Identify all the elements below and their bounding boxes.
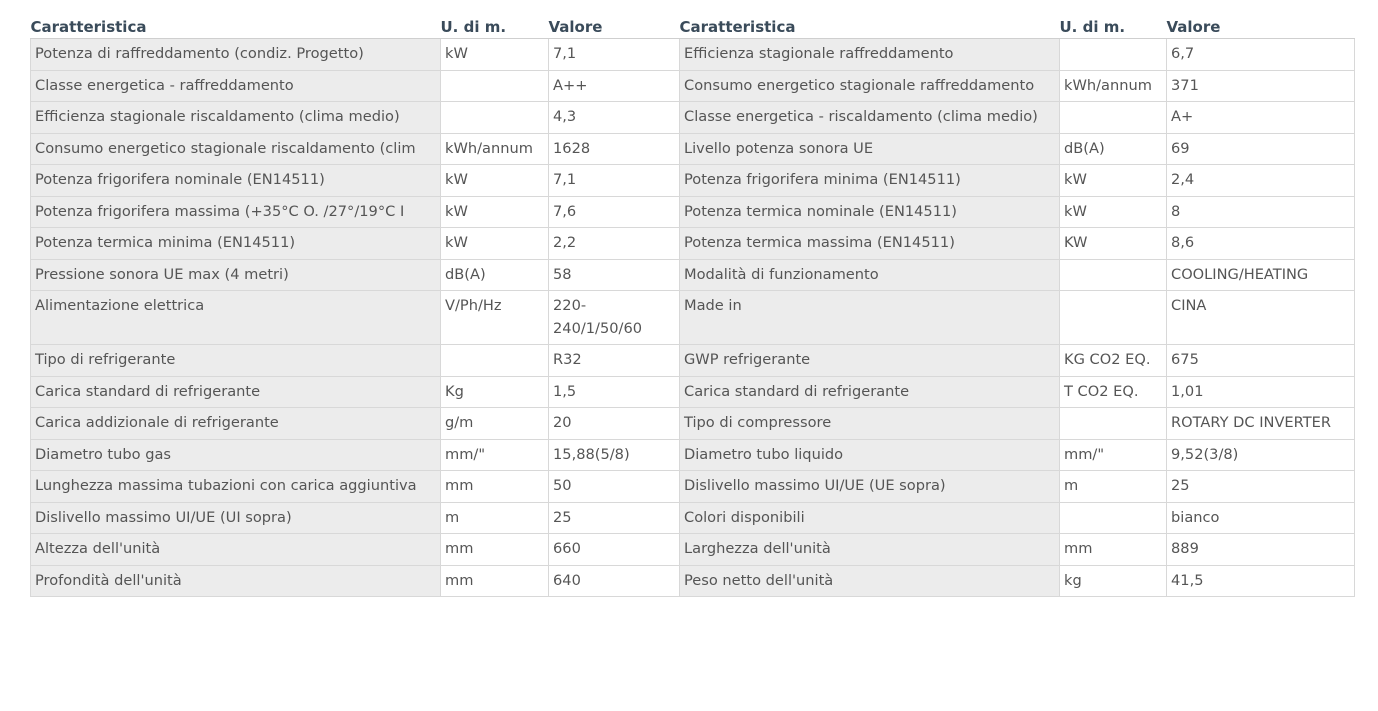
value-cell-right: A+	[1167, 102, 1355, 134]
feature-cell-left: Alimentazione elettrica	[31, 291, 441, 345]
feature-cell-left: Classe energetica - raffreddamento	[31, 70, 441, 102]
value-cell-left: 7,1	[549, 39, 680, 71]
feature-cell-left: Efficienza stagionale riscaldamento (clima medio)	[31, 102, 441, 134]
unit-cell-right	[1060, 102, 1167, 134]
value-cell-right: COOLING/HEATING	[1167, 259, 1355, 291]
value-cell-left: 1,5	[549, 376, 680, 408]
feature-cell-right: Livello potenza sonora UE	[680, 133, 1060, 165]
value-cell-left: 640	[549, 565, 680, 597]
table-row	[31, 408, 1355, 440]
value-cell-right: 41,5	[1167, 565, 1355, 597]
feature-cell-right: Potenza termica nominale (EN14511)	[680, 196, 1060, 228]
value-cell-right: 889	[1167, 534, 1355, 566]
value-cell-left: 660	[549, 534, 680, 566]
table-row	[31, 165, 1355, 197]
value-cell-right: ROTARY DC INVERTER	[1167, 408, 1355, 440]
feature-cell-right: Efficienza stagionale raffreddamento	[680, 39, 1060, 71]
header-feature-left: Caratteristica	[31, 14, 441, 39]
unit-cell-right: KW	[1060, 228, 1167, 260]
feature-cell-left: Altezza dell'unità	[31, 534, 441, 566]
table-row	[31, 291, 1355, 345]
unit-cell-left: mm/"	[441, 439, 549, 471]
unit-cell-left: kW	[441, 228, 549, 260]
value-cell-right: 25	[1167, 471, 1355, 503]
unit-cell-left: Kg	[441, 376, 549, 408]
unit-cell-left	[441, 345, 549, 377]
feature-cell-left: Lunghezza massima tubazioni con carica aggiuntiva	[31, 471, 441, 503]
feature-cell-left: Carica addizionale di refrigerante	[31, 408, 441, 440]
header-value-right: Valore	[1167, 14, 1355, 39]
feature-cell-right: Colori disponibili	[680, 502, 1060, 534]
unit-cell-left: dB(A)	[441, 259, 549, 291]
unit-cell-right	[1060, 291, 1167, 345]
feature-cell-right: Carica standard di refrigerante	[680, 376, 1060, 408]
unit-cell-right: KG CO2 EQ.	[1060, 345, 1167, 377]
value-cell-right: 8,6	[1167, 228, 1355, 260]
unit-cell-right	[1060, 408, 1167, 440]
value-cell-left: 4,3	[549, 102, 680, 134]
unit-cell-left: kWh/annum	[441, 133, 549, 165]
unit-cell-left: g/m	[441, 408, 549, 440]
feature-cell-left: Pressione sonora UE max (4 metri)	[31, 259, 441, 291]
unit-cell-left: mm	[441, 565, 549, 597]
feature-cell-left: Carica standard di refrigerante	[31, 376, 441, 408]
table-row	[31, 228, 1355, 260]
feature-cell-left: Diametro tubo gas	[31, 439, 441, 471]
spec-table-container	[30, 14, 1354, 597]
table-row	[31, 534, 1355, 566]
unit-cell-right	[1060, 259, 1167, 291]
value-cell-left: A++	[549, 70, 680, 102]
feature-cell-right: Diametro tubo liquido	[680, 439, 1060, 471]
table-row	[31, 39, 1355, 71]
unit-cell-left: m	[441, 502, 549, 534]
table-row	[31, 259, 1355, 291]
value-cell-left: R32	[549, 345, 680, 377]
value-cell-right: bianco	[1167, 502, 1355, 534]
header-value-left: Valore	[549, 14, 680, 39]
value-cell-left: 58	[549, 259, 680, 291]
unit-cell-left: kW	[441, 165, 549, 197]
value-cell-right: 1,01	[1167, 376, 1355, 408]
value-cell-right: 371	[1167, 70, 1355, 102]
value-cell-left: 7,1	[549, 165, 680, 197]
value-cell-left: 220-240/1/50/60	[549, 291, 680, 345]
unit-cell-left: mm	[441, 534, 549, 566]
table-row	[31, 565, 1355, 597]
feature-cell-right: Modalità di funzionamento	[680, 259, 1060, 291]
feature-cell-left: Potenza frigorifera massima (+35°C O. /27°/19°C I	[31, 196, 441, 228]
table-row	[31, 102, 1355, 134]
table-row	[31, 70, 1355, 102]
value-cell-right: 69	[1167, 133, 1355, 165]
feature-cell-right: Classe energetica - riscaldamento (clima medio)	[680, 102, 1060, 134]
feature-cell-right: Peso netto dell'unità	[680, 565, 1060, 597]
feature-cell-right: Dislivello massimo UI/UE (UE sopra)	[680, 471, 1060, 503]
unit-cell-right: kWh/annum	[1060, 70, 1167, 102]
table-row	[31, 471, 1355, 503]
header-row	[31, 14, 1355, 39]
table-row	[31, 345, 1355, 377]
table-row	[31, 196, 1355, 228]
feature-cell-left: Potenza di raffreddamento (condiz. Progetto)	[31, 39, 441, 71]
unit-cell-right: mm/"	[1060, 439, 1167, 471]
header-unit-left: U. di m.	[441, 14, 549, 39]
unit-cell-right	[1060, 502, 1167, 534]
header-feature-right: Caratteristica	[680, 14, 1060, 39]
feature-cell-right: GWP refrigerante	[680, 345, 1060, 377]
table-row	[31, 376, 1355, 408]
unit-cell-left	[441, 102, 549, 134]
unit-cell-right: m	[1060, 471, 1167, 503]
value-cell-right: 6,7	[1167, 39, 1355, 71]
unit-cell-right: kW	[1060, 165, 1167, 197]
value-cell-left: 1628	[549, 133, 680, 165]
value-cell-left: 2,2	[549, 228, 680, 260]
unit-cell-right	[1060, 39, 1167, 71]
value-cell-right: 675	[1167, 345, 1355, 377]
feature-cell-left: Tipo di refrigerante	[31, 345, 441, 377]
feature-cell-right: Larghezza dell'unità	[680, 534, 1060, 566]
specifications-table	[30, 14, 1355, 597]
feature-cell-left: Profondità dell'unità	[31, 565, 441, 597]
value-cell-right: 8	[1167, 196, 1355, 228]
value-cell-left: 15,88(5/8)	[549, 439, 680, 471]
unit-cell-right: mm	[1060, 534, 1167, 566]
unit-cell-left: kW	[441, 196, 549, 228]
feature-cell-left: Consumo energetico stagionale riscaldamento (clim	[31, 133, 441, 165]
feature-cell-right: Made in	[680, 291, 1060, 345]
unit-cell-left	[441, 70, 549, 102]
table-row	[31, 133, 1355, 165]
value-cell-left: 20	[549, 408, 680, 440]
table-row	[31, 439, 1355, 471]
feature-cell-right: Potenza frigorifera minima (EN14511)	[680, 165, 1060, 197]
header-unit-right: U. di m.	[1060, 14, 1167, 39]
unit-cell-right: dB(A)	[1060, 133, 1167, 165]
unit-cell-right: T CO2 EQ.	[1060, 376, 1167, 408]
unit-cell-left: mm	[441, 471, 549, 503]
feature-cell-left: Dislivello massimo UI/UE (UI sopra)	[31, 502, 441, 534]
value-cell-left: 50	[549, 471, 680, 503]
table-body	[31, 39, 1355, 597]
table-header	[31, 14, 1355, 39]
value-cell-right: 2,4	[1167, 165, 1355, 197]
unit-cell-right: kg	[1060, 565, 1167, 597]
value-cell-right: CINA	[1167, 291, 1355, 345]
unit-cell-right: kW	[1060, 196, 1167, 228]
feature-cell-right: Tipo di compressore	[680, 408, 1060, 440]
feature-cell-right: Potenza termica massima (EN14511)	[680, 228, 1060, 260]
value-cell-left: 7,6	[549, 196, 680, 228]
unit-cell-left: kW	[441, 39, 549, 71]
unit-cell-left: V/Ph/Hz	[441, 291, 549, 345]
feature-cell-left: Potenza frigorifera nominale (EN14511)	[31, 165, 441, 197]
feature-cell-right: Consumo energetico stagionale raffreddamento	[680, 70, 1060, 102]
table-row	[31, 502, 1355, 534]
value-cell-right: 9,52(3/8)	[1167, 439, 1355, 471]
feature-cell-left: Potenza termica minima (EN14511)	[31, 228, 441, 260]
value-cell-left: 25	[549, 502, 680, 534]
